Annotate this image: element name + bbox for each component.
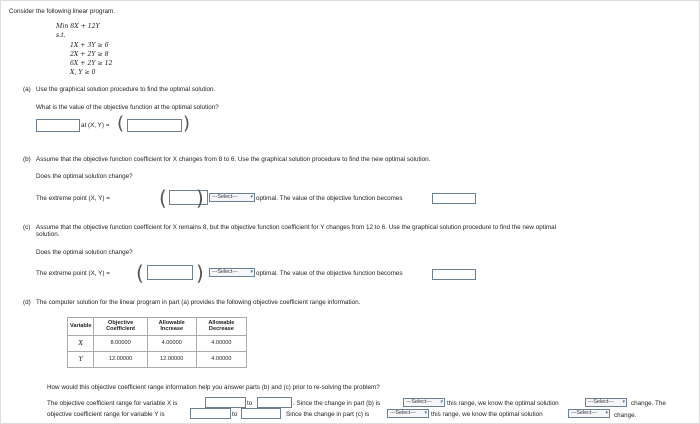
lp-nonnegativity: X, Y ≥ 0 [70,69,96,76]
table-row [68,335,247,351]
select-value: ---Select--- [406,399,432,405]
part-a-prompt: Use the graphical solution procedure to find the optimal solution. [36,86,216,93]
cell-increase: 4.00000 [147,335,196,351]
col-allowable-decrease: Allowable Decrease [196,318,246,336]
part-d-select-c-change[interactable] [568,409,610,418]
part-a-value-input[interactable] [36,119,80,132]
part-a-right-paren: ) [183,113,191,134]
this-range-c-text: this range, we know the optimal solution [431,411,543,418]
lp-st: s.t. [56,32,66,39]
part-b-prompt: Assume that the objective function coefficient for X changes from 8 to 6. Use the graphical solution procedure to find the new optimal solution. [36,156,431,163]
part-b-select[interactable] [209,193,255,202]
cell-increase: 12.00000 [147,351,196,367]
col-variable: Variable [68,318,94,336]
range-y-text: objective coefficient range for variable Y is [47,411,165,418]
part-d-select-b-change[interactable] [585,398,627,407]
part-a-question: What is the value of the objective function at the optimal solution? [36,104,219,111]
part-a-at-text: at (X, Y) = [81,122,110,129]
part-c-right-paren: ) [196,261,204,285]
chevron-down-icon: ▾ [250,269,253,275]
part-b-right-paren: ) [196,186,204,210]
select-value: ---Select--- [571,410,597,416]
part-d-select-c-range[interactable] [387,409,429,418]
part-b-question: Does the optimal solution change? [36,173,133,180]
part-d-select-b-range[interactable] [403,398,445,407]
table-header-row [68,318,247,336]
range-y-to: to [232,411,238,418]
since-c-text: Since the change in part (c) is [286,411,370,418]
coefficient-range-table [67,317,247,368]
range-x-to: to [247,400,253,407]
part-c-optimal-text: optimal. The value of the objective function becomes [256,270,403,277]
part-c-select-value: ---Select--- [212,269,238,275]
part-a-point-input[interactable] [127,119,182,132]
col-allowable-increase: Allowable Increase [147,318,196,336]
cell-decrease: 4.00000 [196,335,246,351]
part-c-point-input[interactable] [147,265,193,280]
range-x-upper-input[interactable] [257,397,292,408]
since-b-text: . Since the change in part (b) is [293,400,381,407]
part-b-extreme-text: The extreme point (X, Y) = [36,195,110,202]
part-b-select-value: ---Select--- [212,194,238,200]
cell-decrease: 4.00000 [196,351,246,367]
chevron-down-icon: ▾ [424,410,427,416]
part-c-left-paren: ( [136,261,144,285]
chevron-down-icon: ▾ [605,410,608,416]
lp-constraint-3: 6X + 2Y ≥ 12 [70,60,113,67]
lp-objective: Min 8X + 12Y [56,23,100,30]
part-d-label: (d) [23,299,31,306]
part-c-label: (c) [23,224,31,231]
part-b-label: (b) [23,156,31,163]
cell-coefficient: 8.00000 [94,335,147,351]
chevron-down-icon: ▾ [440,399,443,405]
cell-coefficient: 12.00000 [94,351,147,367]
part-d-question: How would this objective coefficient range information help you answer parts (b) and (c) prior to re-solving the problem? [47,384,380,391]
change-c-text: change. [614,412,637,419]
part-a-label: (a) [23,86,31,93]
range-y-upper-input[interactable] [241,408,281,419]
part-c-extreme-text: The extreme point (X, Y) = [36,270,110,277]
lp-constraint-2: 2X + 2Y ≥ 8 [70,51,109,58]
part-c-question: Does the optimal solution change? [36,249,133,256]
lp-constraint-1: 1X + 3Y ≥ 6 [70,42,109,49]
table-row [68,351,247,367]
chevron-down-icon: ▾ [622,399,625,405]
intro-text: Consider the following linear program. [9,8,116,15]
select-value: ---Select--- [588,399,614,405]
cell-variable: X [68,335,94,351]
part-b-value-input[interactable] [432,193,476,204]
part-d-prompt: The computer solution for the linear program in part (a) provides the following objective coefficient range information. [36,299,361,306]
part-c-prompt-line1: Assume that the objective function coefficient for X remains 8, but the objective function coefficient for Y changes from 12 to 6. Use the graphical solution procedure to find the new optimal [36,224,557,231]
this-range-b-text: this range, we know the optimal solution [447,400,559,407]
part-c-prompt-line2: solution. [36,231,60,238]
part-a-left-paren: ( [117,113,125,134]
part-b-left-paren: ( [159,186,167,210]
range-x-text: The objective coefficient range for variable X is [47,400,178,407]
select-value: ---Select--- [390,410,416,416]
part-b-optimal-text: optimal. The value of the objective function becomes [256,195,403,202]
range-y-lower-input[interactable] [190,408,231,419]
part-c-value-input[interactable] [432,269,476,280]
part-c-select[interactable] [209,268,255,277]
cell-variable: Y [68,351,94,367]
range-x-lower-input[interactable] [205,397,246,408]
col-objective-coefficient: Objective Coefficient [94,318,147,336]
chevron-down-icon: ▾ [250,194,253,200]
change-b-text: change. The [631,400,666,407]
